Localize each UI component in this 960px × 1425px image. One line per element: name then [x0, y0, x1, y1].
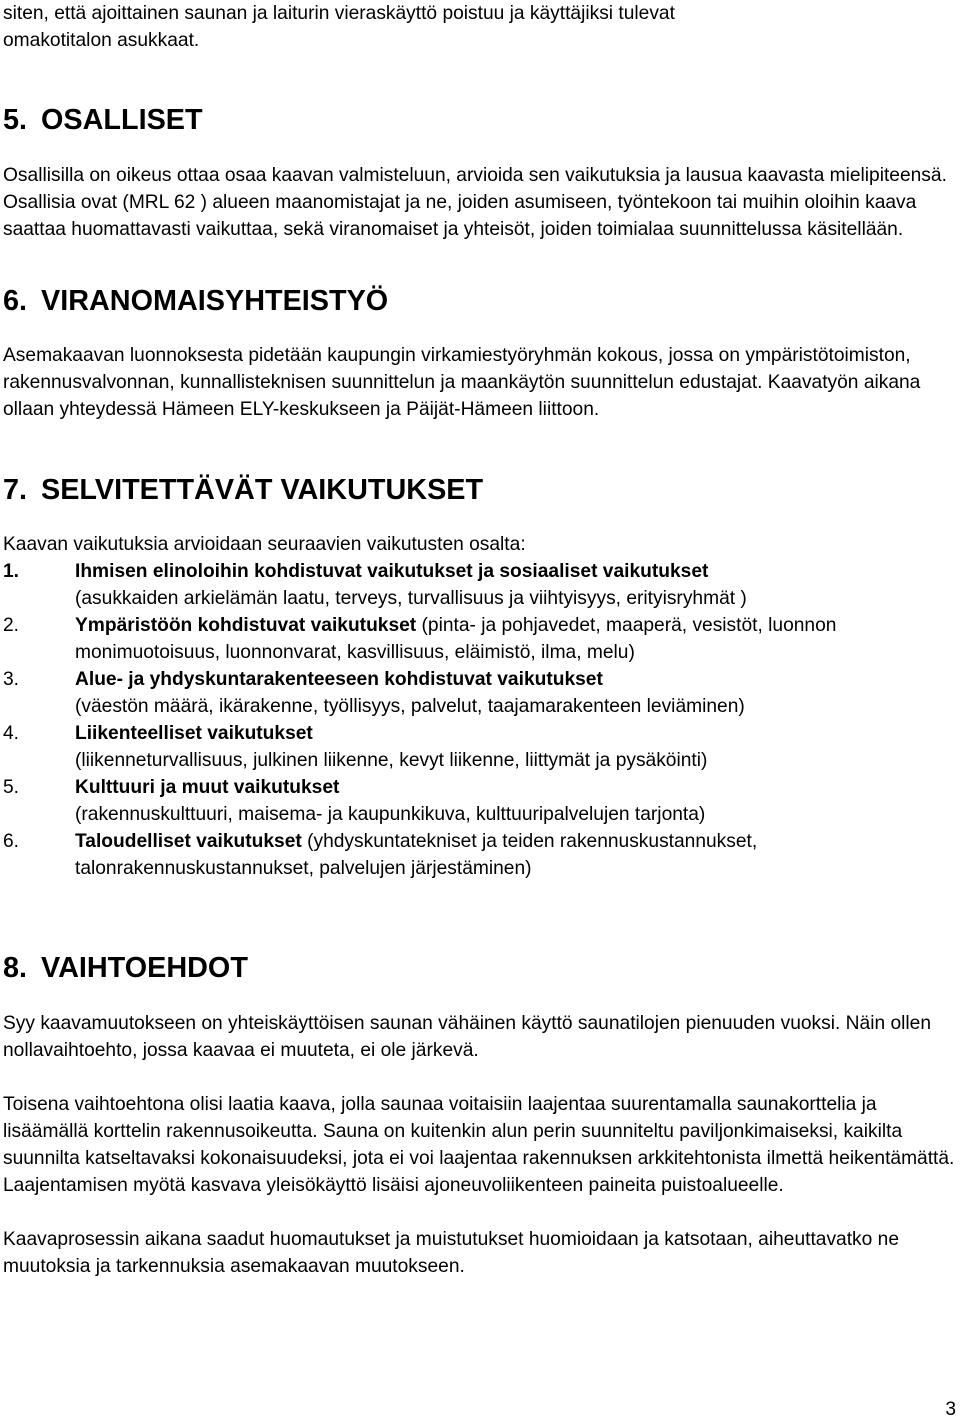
list-item	[3, 612, 955, 666]
section-7-heading	[3, 474, 955, 506]
section-5-paragraph-2: Osallisia ovat (MRL 62 ) alueen maanomistajat ja ne, joiden asumiseen, työntekoon tai muihin oloihin kaava saattaa huomattavasti vaikuttaa, sekä viranomaiset ja yhteisöt, joiden toimialaa suunnittelussa käsitellään.	[3, 192, 917, 240]
item-4-description: (liikenneturvallisuus, julkinen liikenne, kevyt liikenne, liittymät ja pysäköinti)	[75, 750, 708, 771]
section-5-paragraph-1: Osallisilla on oikeus ottaa osaa kaavan valmisteluun, arvioida sen vaikutuksia ja lausua kaavasta mielipiteensä.	[3, 165, 947, 186]
document-page	[3, 0, 955, 1280]
list-item	[3, 666, 955, 720]
section-7-title: SELVITETTÄVÄT VAIKUTUKSET	[41, 474, 484, 506]
list-item	[3, 774, 955, 828]
item-3-number: 3.	[3, 669, 20, 690]
item-6-title: Taloudelliset vaikutukset	[75, 831, 302, 852]
list-item	[3, 558, 955, 612]
section-6-paragraph-1: Asemakaavan luonnoksesta pidetään kaupungin virkamiestyöryhmän kokous, jossa on ympäristötoimiston, rakennusvalvonnan, kunnallisteknisen suunnittelun ja maankäytön suunnittelun edustajat. Kaavatyön aikana ollaan yhteydessä Hämeen ELY-keskukseen ja Päijät-Hämeen liittoon.	[3, 345, 921, 420]
item-5-number: 5.	[3, 777, 20, 798]
effects-list	[3, 558, 955, 882]
intro-line-2: omakotitalon asukkaat.	[3, 30, 200, 51]
list-item	[3, 828, 955, 882]
section-7-number: 7.	[3, 474, 28, 506]
item-2-number: 2.	[3, 615, 20, 636]
item-4-number: 4.	[3, 723, 20, 744]
section-5-number: 5.	[3, 104, 28, 136]
section-5-heading	[3, 104, 955, 136]
section-6-title: VIRANOMAISYHTEISTYÖ	[41, 285, 389, 317]
section-6-number: 6.	[3, 285, 28, 317]
item-6-description: (yhdyskuntatekniset ja teiden rakennuskustannukset, talonrakennuskustannukset, palvelujen järjestäminen)	[75, 831, 758, 879]
item-5-title: Kulttuuri ja muut vaikutukset	[75, 777, 340, 798]
list-item	[3, 720, 955, 774]
section-5-title: OSALLISET	[41, 104, 203, 136]
item-2-description: (pinta- ja pohjavedet, maaperä, vesistöt, luonnon monimuotoisuus, luonnonvarat, kasvillisuus, eläimistö, ilma, melu)	[75, 615, 837, 663]
intro-paragraph	[3, 0, 955, 54]
item-3-title: Alue- ja yhdyskuntarakenteeseen kohdistuvat vaikutukset	[75, 669, 603, 690]
item-4-title: Liikenteelliset vaikutukset	[75, 723, 313, 744]
item-1-number: 1.	[3, 561, 20, 582]
item-5-description: (rakennuskulttuuri, maisema- ja kaupunkikuva, kulttuuripalvelujen tarjonta)	[75, 804, 706, 825]
item-2-title: Ympäristöön kohdistuvat vaikutukset	[75, 615, 417, 636]
page-number: 3	[945, 1399, 956, 1420]
section-6-heading	[3, 285, 955, 317]
intro-line-1: siten, että ajoittainen saunan ja laiturin vieraskäyttö poistuu ja käyttäjiksi tulevat	[3, 3, 675, 24]
section-7-intro: Kaavan vaikutuksia arvioidaan seuraavien vaikutusten osalta:	[3, 534, 526, 555]
item-1-description: (asukkaiden arkielämän laatu, terveys, turvallisuus ja viihtyisyys, erityisryhmät )	[75, 588, 747, 609]
section-8-title: VAIHTOEHDOT	[41, 952, 248, 984]
item-3-description: (väestön määrä, ikärakenne, työllisyys, palvelut, taajamarakenteen leviäminen)	[75, 696, 745, 717]
item-6-number: 6.	[3, 831, 20, 852]
section-8-heading	[3, 952, 955, 984]
item-1-title: Ihmisen elinoloihin kohdistuvat vaikutukset ja sosiaaliset vaikutukset	[75, 561, 709, 582]
section-8-paragraph-1: Syy kaavamuutokseen on yhteiskäyttöisen saunan vähäinen käyttö saunatilojen pienuuden vuoksi. Näin ollen nollavaihtoehto, jossa kaavaa ei muuteta, ei ole järkevä.	[3, 1013, 931, 1061]
section-8-number: 8.	[3, 952, 28, 984]
section-8-paragraph-2: Toisena vaihtoehtona olisi laatia kaava, jolla saunaa voitaisiin laajentaa suurentamalla saunakorttelia ja lisäämällä korttelin rakennusoikeutta. Sauna on kuitenkin alun perin suunniteltu paviljonkimaiseksi, kaikilta suunnilta katseltavaksi kokonaisuudeksi, jota ei voi laajentaa rakennuksen arkkitehtonista ilmettä heikentämättä. Laajentamisen myötä kasvava yleisökäyttö lisäisi ajoneuvoliikenteen paineita puistoalueelle.	[3, 1094, 955, 1196]
section-8-paragraph-3: Kaavaprosessin aikana saadut huomautukset ja muistutukset huomioidaan ja katsotaan, aiheuttavatko ne muutoksia ja tarkennuksia asemakaavan muutokseen.	[3, 1229, 899, 1277]
